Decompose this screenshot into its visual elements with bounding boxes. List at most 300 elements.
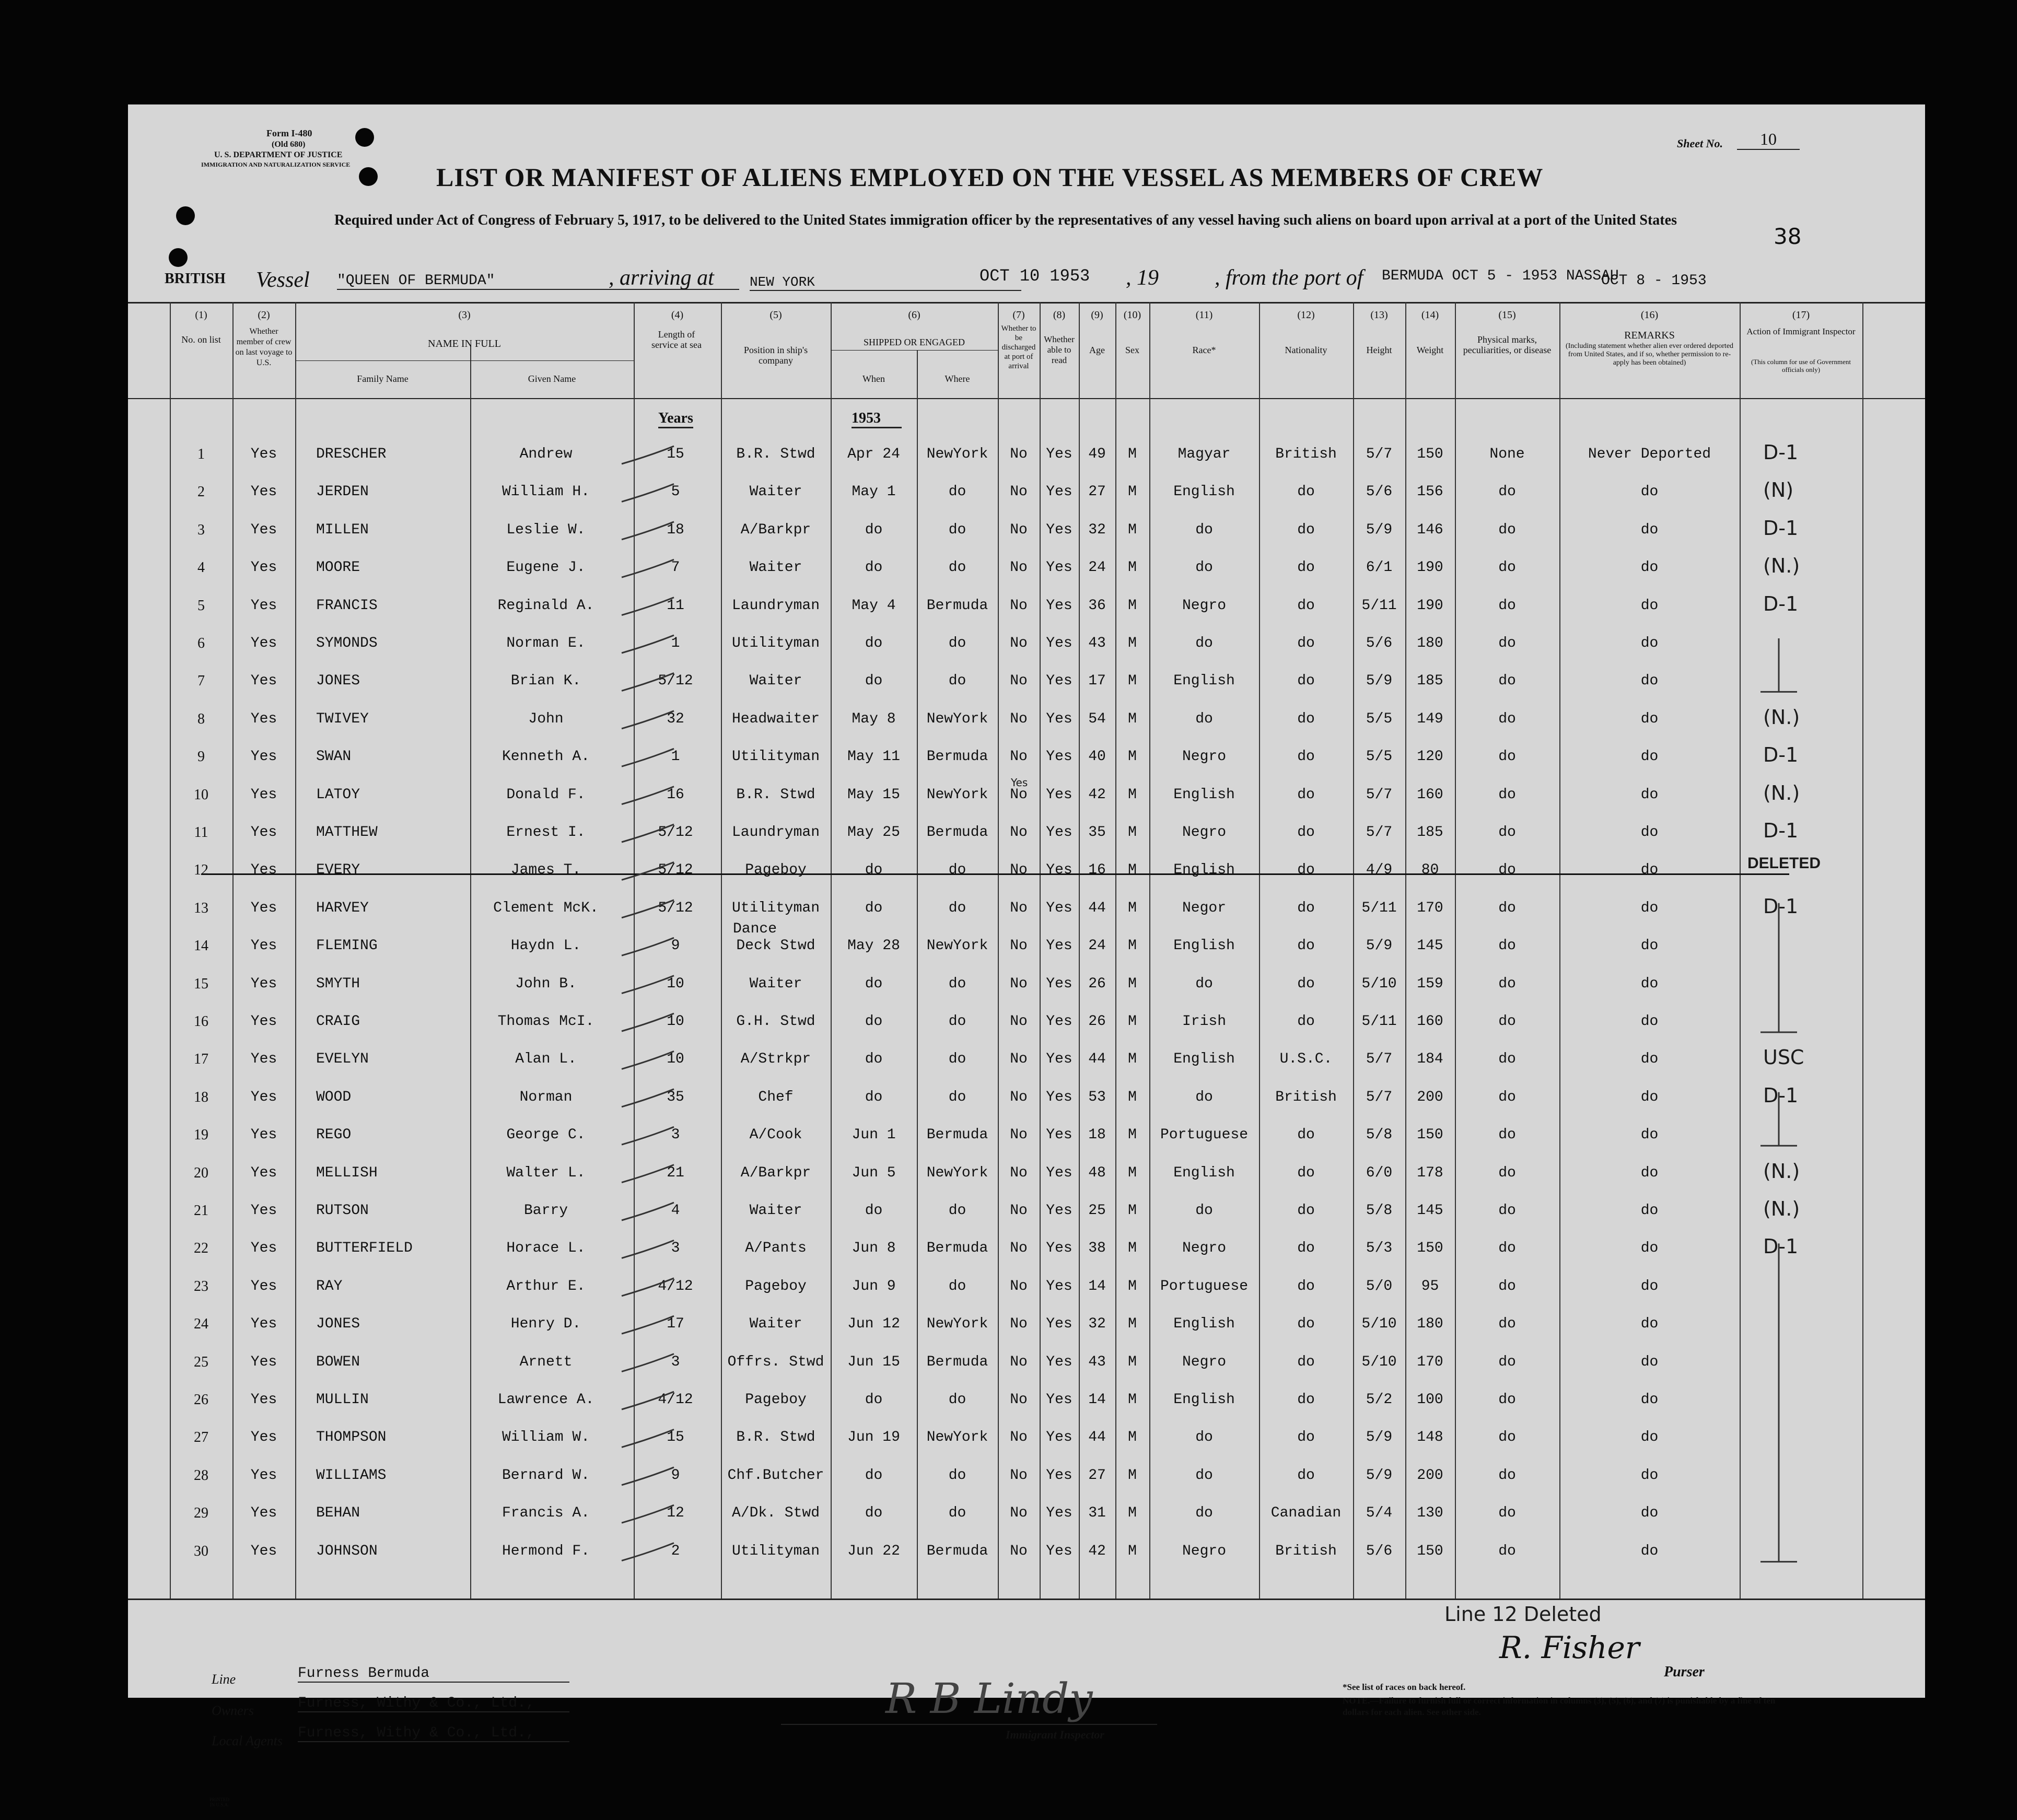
cell-given: Lawrence A. <box>497 1392 594 1408</box>
cell-yes: Yes <box>250 1089 277 1105</box>
cell-sex: M <box>1128 1392 1137 1408</box>
col-label-discharged: Whether to be discharged at port of arrival <box>1001 324 1036 370</box>
cell-race: English <box>1173 862 1235 879</box>
cell-weight: 100 <box>1417 1392 1443 1408</box>
cell-sex: M <box>1128 1127 1137 1144</box>
cell-family: DRESCHER <box>316 446 387 462</box>
cell-read: Yes <box>1046 1127 1072 1144</box>
cell-yes: Yes <box>250 1543 277 1559</box>
owners-value: Furness, Withy & Co., Ltd., <box>298 1695 569 1712</box>
cell-when: Jun 9 <box>852 1278 896 1294</box>
cell-yes: Yes <box>250 900 277 916</box>
cell-weight: 95 <box>1421 1278 1439 1294</box>
cell-service: 3 <box>671 1240 680 1257</box>
cell-disch: No <box>1010 1543 1028 1559</box>
cell-disch: No <box>1010 786 1028 803</box>
cell-yes: Yes <box>250 1051 277 1068</box>
cell-service: 21 <box>667 1164 684 1181</box>
cell-service: 15 <box>667 1429 684 1446</box>
cell-disch: No <box>1010 635 1028 651</box>
cell-where: Bermuda <box>926 749 988 765</box>
pencil-marks <box>128 104 1925 1698</box>
cell-race: Irish <box>1182 1013 1226 1030</box>
cell-weight: 159 <box>1417 975 1443 992</box>
cell-given: Eugene J. <box>506 559 586 576</box>
pencil-tick <box>622 1354 674 1372</box>
cell-where: do <box>948 635 966 651</box>
cell-nat: British <box>1275 1089 1337 1105</box>
cell-given: William H. <box>502 484 590 500</box>
cell-no: 19 <box>194 1127 208 1144</box>
cell-read: Yes <box>1046 786 1072 803</box>
cell-no: 15 <box>194 975 208 992</box>
from-port: BERMUDA OCT 5 - 1953 NASSAU <box>1382 268 1619 284</box>
cell-given: Kenneth A. <box>502 749 590 765</box>
cell-nat: do <box>1297 635 1315 651</box>
cell-given: Donald F. <box>506 786 586 803</box>
col-label-position: Position in ship's company <box>743 345 808 366</box>
cell-height: 5/9 <box>1366 673 1393 690</box>
cell-yes: Yes <box>250 597 277 614</box>
cell-age: 36 <box>1088 597 1106 614</box>
cell-nat: do <box>1297 1429 1315 1446</box>
cell-yes: Yes <box>250 749 277 765</box>
pencil-tick <box>622 1543 674 1561</box>
cell-given: Arnett <box>519 1354 573 1370</box>
cell-marks: do <box>1498 975 1516 992</box>
col-label-nationality: Nationality <box>1285 345 1327 355</box>
cell-where: do <box>948 1278 966 1294</box>
cell-race: do <box>1195 1203 1213 1219</box>
cell-height: 5/6 <box>1366 1543 1393 1559</box>
pencil-tick <box>622 559 674 577</box>
cell-read: Yes <box>1046 862 1072 879</box>
col-label-remarks: REMARKS <box>1624 330 1675 341</box>
cell-read: Yes <box>1046 938 1072 954</box>
department-label: U. S. DEPARTMENT OF JUSTICE <box>214 150 343 159</box>
cell-given: Arthur E. <box>506 1278 586 1294</box>
col-label-race: Race* <box>1192 345 1216 355</box>
col-num-2: (2) <box>258 309 270 321</box>
cell-action: D-1 <box>1763 1235 1799 1258</box>
cell-given: Alan L. <box>515 1051 577 1068</box>
pencil-tick <box>622 1089 674 1107</box>
pencil-tick <box>622 522 674 540</box>
cell-nat: do <box>1297 597 1315 614</box>
cell-disch: No <box>1010 862 1028 879</box>
cell-remarks: do <box>1640 1013 1659 1030</box>
cell-position: B.R. Stwd <box>736 446 815 462</box>
cell-family: EVELYN <box>316 1051 369 1068</box>
cell-age: 43 <box>1088 635 1106 651</box>
cell-disch: No <box>1010 1505 1028 1522</box>
cell-family: THOMPSON <box>316 1429 387 1446</box>
pencil-tick <box>622 824 674 842</box>
cell-nat: do <box>1297 484 1315 500</box>
cell-age: 38 <box>1088 1240 1106 1257</box>
col-label-read: Whether able to read <box>1044 334 1075 365</box>
cell-race: Negro <box>1182 1354 1226 1370</box>
cell-given: Haydn L. <box>510 938 581 954</box>
cell-when: Apr 24 <box>847 446 900 462</box>
cell-disch: No <box>1010 710 1028 727</box>
cell-age: 26 <box>1088 975 1106 992</box>
cell-service: 12 <box>667 1505 684 1522</box>
pencil-tick <box>622 938 674 955</box>
cell-yes: Yes <box>250 446 277 462</box>
cell-weight: 190 <box>1417 597 1443 614</box>
cell-age: 31 <box>1088 1505 1106 1522</box>
cell-race: English <box>1173 1051 1235 1068</box>
cell-disch: No <box>1010 1467 1028 1484</box>
cell-nat: U.S.C. <box>1279 1051 1333 1068</box>
cell-yes: Yes <box>250 673 277 690</box>
cell-marks: do <box>1498 559 1516 576</box>
cell-marks: do <box>1498 1240 1516 1257</box>
year-1953-label: 1953 <box>852 410 902 428</box>
cell-marks: do <box>1498 1127 1516 1144</box>
cell-height: 5/9 <box>1366 521 1393 538</box>
cell-yes: Yes <box>250 862 277 879</box>
cell-service: 32 <box>667 710 684 727</box>
cell-family: SMYTH <box>316 975 360 992</box>
cell-age: 17 <box>1088 673 1106 690</box>
cell-given: Ernest I. <box>506 824 586 841</box>
col-label-action-note: (This column for use of Government officials only) <box>1751 358 1851 374</box>
cell-read: Yes <box>1046 710 1072 727</box>
col-label-shipped: SHIPPED OR ENGAGED <box>863 337 965 347</box>
cell-sex: M <box>1128 521 1137 538</box>
cell-race: English <box>1173 484 1235 500</box>
cell-race: English <box>1173 786 1235 803</box>
cell-age: 27 <box>1088 484 1106 500</box>
cell-remarks: do <box>1640 1467 1659 1484</box>
cell-sex: M <box>1128 1203 1137 1219</box>
cell-age: 25 <box>1088 1203 1106 1219</box>
cell-read: Yes <box>1046 1013 1072 1030</box>
col-label-where: Where <box>945 374 970 384</box>
cell-nat: do <box>1297 1467 1315 1484</box>
cell-family: JERDEN <box>316 484 369 500</box>
cell-nat: do <box>1297 749 1315 765</box>
col-num-4: (4) <box>671 309 684 321</box>
cell-remarks: do <box>1640 1164 1659 1181</box>
cell-when: do <box>865 1013 883 1030</box>
cell-remarks: do <box>1640 1127 1659 1144</box>
col-label-sex: Sex <box>1125 345 1139 355</box>
cell-service: 1 <box>671 635 680 651</box>
cell-action: (N.) <box>1763 1197 1800 1220</box>
cell-when: do <box>865 1505 883 1522</box>
inspector-sig-line <box>781 1724 1157 1725</box>
cell-read: Yes <box>1046 446 1072 462</box>
cell-service: 11 <box>667 597 684 614</box>
cell-yes: Yes <box>250 1240 277 1257</box>
cell-age: 48 <box>1088 1164 1106 1181</box>
cell-family: RAY <box>316 1278 343 1294</box>
cell-read: Yes <box>1046 1089 1072 1105</box>
cell-weight: 178 <box>1417 1164 1443 1181</box>
cell-disch: No <box>1010 1316 1028 1333</box>
cell-service: 4 <box>671 1203 680 1219</box>
cell-family: MULLIN <box>316 1392 369 1408</box>
cell-height: 5/6 <box>1366 484 1393 500</box>
cell-sex: M <box>1128 900 1137 916</box>
cell-when: do <box>865 1203 883 1219</box>
cell-marks: do <box>1498 1278 1516 1294</box>
pencil-tick <box>622 1505 674 1523</box>
cell-read: Yes <box>1046 521 1072 538</box>
cell-marks: do <box>1498 862 1516 879</box>
cell-no: 3 <box>197 521 205 538</box>
cell-height: 5/11 <box>1361 900 1397 916</box>
cell-race: English <box>1173 938 1235 954</box>
cell-read: Yes <box>1046 1316 1072 1333</box>
cell-nat: do <box>1297 1203 1315 1219</box>
cell-service: 10 <box>667 1013 684 1030</box>
cell-nat: British <box>1275 446 1337 462</box>
cell-sex: M <box>1128 446 1137 462</box>
cell-no: 13 <box>194 900 208 916</box>
cell-given: Barry <box>523 1203 568 1219</box>
cell-weight: 145 <box>1417 1203 1443 1219</box>
cell-given: George C. <box>506 1127 586 1144</box>
cell-race: do <box>1195 1467 1213 1484</box>
cell-nat: do <box>1297 938 1315 954</box>
cell-family: REGO <box>316 1127 352 1144</box>
cell-yes: Yes <box>250 786 277 803</box>
cell-where: NewYork <box>926 1316 988 1333</box>
cell-action: (N.) <box>1763 554 1800 578</box>
flag: BRITISH <box>165 271 226 287</box>
cell-age: 24 <box>1088 938 1106 954</box>
form-old-number: (Old 680) <box>272 140 306 149</box>
cell-position: Waiter <box>749 673 802 690</box>
cell-read: Yes <box>1046 1164 1072 1181</box>
cell-disch: No <box>1010 900 1028 916</box>
cell-where: do <box>948 862 966 879</box>
page-title: LIST OR MANIFEST OF ALIENS EMPLOYED ON THE VESSEL AS MEMBERS OF CREW <box>436 162 1544 192</box>
cell-family: MOORE <box>316 559 360 576</box>
col-num-12: (12) <box>1297 309 1315 321</box>
col-label-weight: Weight <box>1416 345 1444 355</box>
cell-disch: No <box>1010 1429 1028 1446</box>
cell-yes: Yes <box>250 824 277 841</box>
cell-action: D-1 <box>1763 894 1799 918</box>
cell-race: English <box>1173 1392 1235 1408</box>
cell-no: 12 <box>194 862 208 879</box>
cell-disch: No <box>1010 824 1028 841</box>
cell-position: A/Pants <box>745 1240 807 1257</box>
cell-when: Jun 1 <box>852 1127 896 1144</box>
cell-marks: do <box>1498 1316 1516 1333</box>
cell-disch: No <box>1010 975 1028 992</box>
cell-height: 5/8 <box>1366 1203 1393 1219</box>
cell-family: MILLEN <box>316 521 369 538</box>
cell-when: Jun 8 <box>852 1240 896 1257</box>
cell-sex: M <box>1128 1164 1137 1181</box>
cell-read: Yes <box>1046 1354 1072 1370</box>
cell-family: TWIVEY <box>316 710 369 727</box>
line-deleted-note: Line 12 Deleted <box>1444 1603 1602 1626</box>
cell-disch: No <box>1010 597 1028 614</box>
cell-weight: 200 <box>1417 1467 1443 1484</box>
cell-disch: No <box>1010 521 1028 538</box>
pencil-tick <box>622 598 674 615</box>
cell-read: Yes <box>1046 597 1072 614</box>
cell-sex: M <box>1128 597 1137 614</box>
cell-family: SYMONDS <box>316 635 378 651</box>
cell-race: English <box>1173 673 1235 690</box>
cell-no: 14 <box>194 938 208 954</box>
cell-height: 5/11 <box>1361 1013 1397 1030</box>
cell-nat: do <box>1297 975 1315 992</box>
cell-position: Pageboy <box>745 1278 807 1294</box>
cell-nat: do <box>1297 673 1315 690</box>
cell-yes: Yes <box>250 1203 277 1219</box>
cell-nat: do <box>1297 1354 1315 1370</box>
agents-value: Furness, Withy & Co., Ltd., <box>298 1725 569 1742</box>
cell-sex: M <box>1128 1240 1137 1257</box>
cell-nat: do <box>1297 1278 1315 1294</box>
cell-read: Yes <box>1046 635 1072 651</box>
cell-when: do <box>865 862 883 879</box>
cell-read: Yes <box>1046 673 1072 690</box>
cell-given: Henry D. <box>510 1316 581 1333</box>
cell-weight: 146 <box>1417 521 1443 538</box>
cell-marks: None <box>1489 446 1525 462</box>
cell-marks: do <box>1498 1051 1516 1068</box>
cell-no: 8 <box>197 710 205 727</box>
manifest-sheet <box>128 104 1925 1807</box>
cell-remarks: do <box>1640 824 1659 841</box>
cell-where: NewYork <box>926 1429 988 1446</box>
cell-service: 4/12 <box>658 1392 693 1408</box>
cell-weight: 184 <box>1417 1051 1443 1068</box>
cell-race: English <box>1173 1164 1235 1181</box>
cell-race: Portuguese <box>1160 1278 1249 1294</box>
col-label-physical: Physical marks, peculiarities, or disease <box>1463 334 1552 355</box>
cell-family: JONES <box>316 673 360 690</box>
cell-weight: 130 <box>1417 1505 1443 1522</box>
col-label-service: Length of service at sea <box>651 329 702 350</box>
cell-when: do <box>865 900 883 916</box>
cell-marks: do <box>1498 1354 1516 1370</box>
cell-family: CRAIG <box>316 1013 360 1030</box>
cell-remarks: do <box>1640 900 1659 916</box>
cell-given: Horace L. <box>506 1240 586 1257</box>
cell-marks: do <box>1498 786 1516 803</box>
cell-marks: do <box>1498 749 1516 765</box>
cell-read: Yes <box>1046 1203 1072 1219</box>
col-label-member: Whether member of crew on last voyage to U.S. <box>235 327 293 367</box>
pencil-tick <box>622 976 674 994</box>
cell-nat: do <box>1297 1013 1315 1030</box>
cell-where: Bermuda <box>926 1240 988 1257</box>
cell-action: D-1 <box>1763 819 1799 842</box>
cell-no: 6 <box>197 635 205 651</box>
cell-race: do <box>1195 1429 1213 1446</box>
pencil-tick <box>622 749 674 766</box>
col-num-16: (16) <box>1640 309 1659 321</box>
cell-no: 23 <box>194 1278 208 1294</box>
cell-age: 44 <box>1088 1429 1106 1446</box>
cell-yes: Yes <box>250 938 277 954</box>
cell-where: NewYork <box>926 938 988 954</box>
cell-given: Walter L. <box>506 1164 586 1181</box>
cell-nat: do <box>1297 786 1315 803</box>
cell-where: Bermuda <box>926 824 988 841</box>
cell-read: Yes <box>1046 975 1072 992</box>
cell-when: May 15 <box>847 786 900 803</box>
cell-weight: 120 <box>1417 749 1443 765</box>
cell-position: Offrs. Stwd <box>727 1354 824 1370</box>
pencil-tick <box>622 862 674 880</box>
cell-no: 30 <box>194 1543 208 1559</box>
cell-race: do <box>1195 635 1213 651</box>
pencil-tick <box>622 1392 674 1409</box>
cell-position: Deck Stwd <box>736 938 815 954</box>
cell-given: John <box>528 710 564 727</box>
cell-sex: M <box>1128 1505 1137 1522</box>
pencil-tick <box>622 1013 674 1031</box>
cell-read: Yes <box>1046 1467 1072 1484</box>
cell-position: B.R. Stwd <box>736 1429 815 1446</box>
cell-family: MATTHEW <box>316 824 378 841</box>
col-num-5: (5) <box>770 309 782 321</box>
cell-disch: No <box>1010 1278 1028 1294</box>
cell-read: Yes <box>1046 1278 1072 1294</box>
cell-sex: M <box>1128 1013 1137 1030</box>
pencil-tick <box>622 900 674 918</box>
cell-race: Negor <box>1182 900 1226 916</box>
cell-yes: Yes <box>250 1316 277 1333</box>
cell-given: Bernard W. <box>502 1467 590 1484</box>
cell-height: 5/4 <box>1366 1505 1393 1522</box>
col-label-family: Family Name <box>357 374 409 384</box>
cell-yes: Yes <box>250 484 277 500</box>
cell-no: 22 <box>194 1240 208 1257</box>
cell-disch: No <box>1010 673 1028 690</box>
cell-race: Negro <box>1182 1543 1226 1559</box>
cell-action: D-1 <box>1763 592 1799 615</box>
cell-race: Negro <box>1182 824 1226 841</box>
cell-disch: No <box>1010 446 1028 462</box>
cell-height: 5/10 <box>1361 1354 1397 1370</box>
cell-remarks: do <box>1640 1203 1659 1219</box>
cell-nat: do <box>1297 1316 1315 1333</box>
cell-position: Waiter <box>749 559 802 576</box>
cell-race: do <box>1195 1505 1213 1522</box>
cell-action: (N) <box>1763 479 1794 502</box>
cell-remarks: do <box>1640 1089 1659 1105</box>
cell-read: Yes <box>1046 1543 1072 1559</box>
cell-age: 53 <box>1088 1089 1106 1105</box>
cell-position: Chef <box>758 1089 794 1105</box>
col-label-given: Given Name <box>528 374 576 384</box>
cell-family: JOHNSON <box>316 1543 378 1559</box>
cell-race: Portuguese <box>1160 1127 1249 1144</box>
cell-weight: 170 <box>1417 900 1443 916</box>
cell-nat: British <box>1275 1543 1337 1559</box>
cell-remarks: do <box>1640 673 1659 690</box>
cell-service: 5/12 <box>658 862 693 879</box>
cell-service: 15 <box>667 446 684 462</box>
cell-yes: Yes <box>250 975 277 992</box>
pencil-tick <box>622 1127 674 1145</box>
cell-where: NewYork <box>926 710 988 727</box>
cell-sex: M <box>1128 975 1137 992</box>
